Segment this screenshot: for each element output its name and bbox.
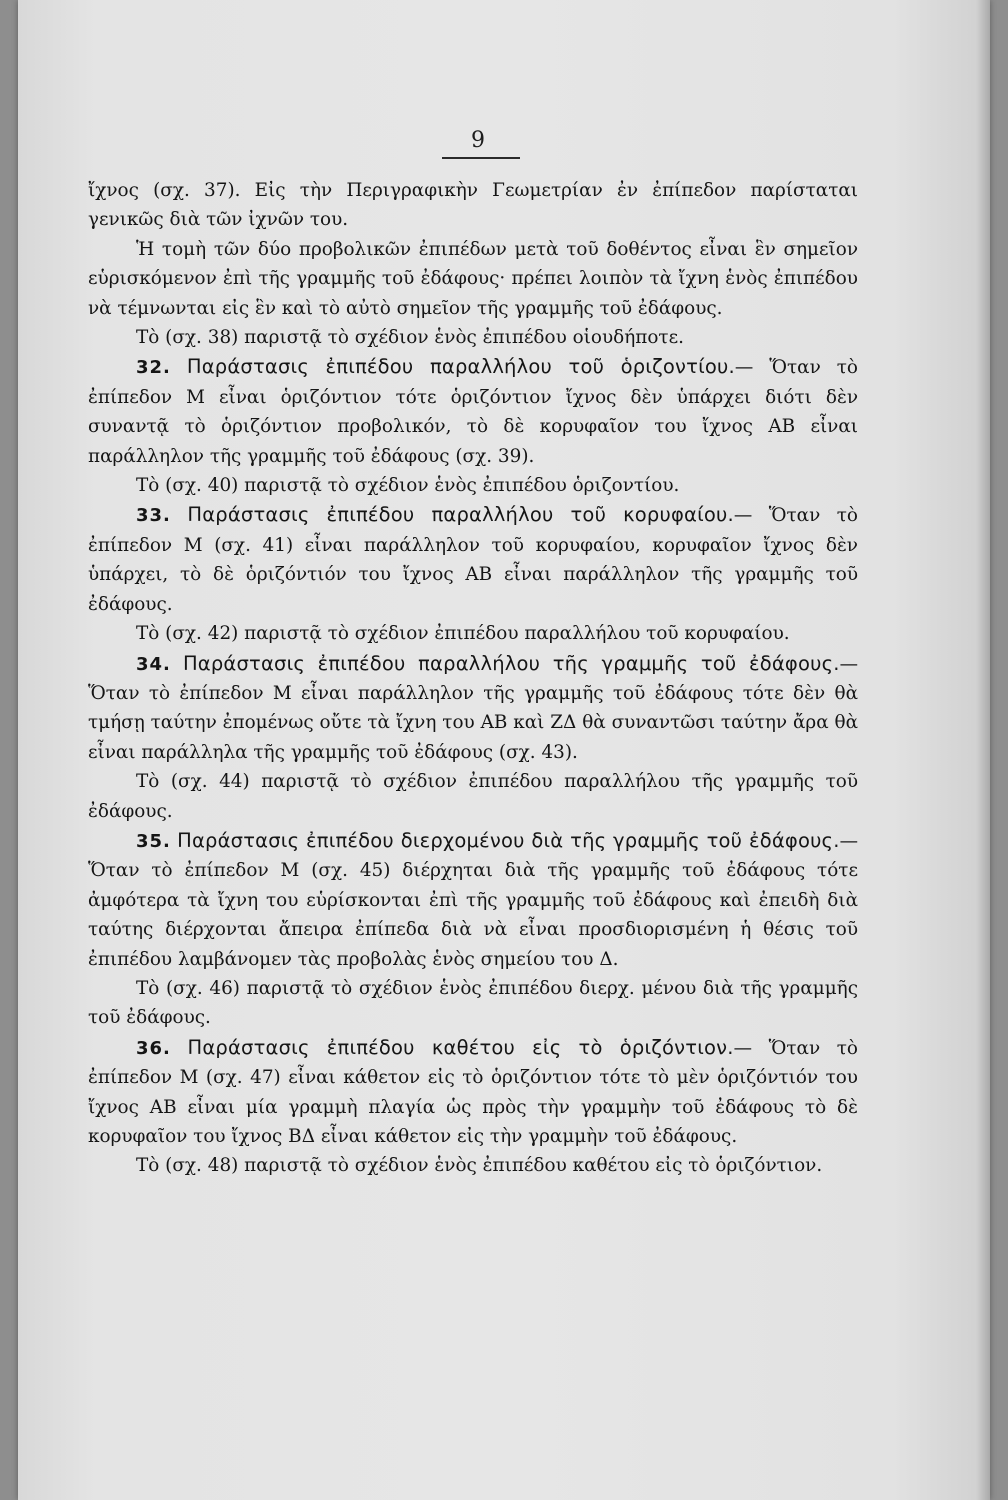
page-edge-shadow: [976, 0, 990, 1500]
page-number-rule: [442, 157, 520, 159]
section-title: Παράστασις ἐπιπέδου παραλλήλου τῆς γραμμῆς τοῦ ἐδάφους.: [182, 651, 840, 675]
paragraph-text: Τὸ (σχ. 48) παριστᾷ τὸ σχέδιον ἑνὸς ἐπιπέδου καθέτου εἰς τὸ ὁριζόντιον.: [136, 1155, 823, 1177]
section-32: [88, 352, 858, 471]
paragraph-text: Τὸ (σχ. 40) παριστᾷ τὸ σχέδιον ἑνὸς ἐπιπέδου ὁριζοντίου.: [136, 475, 680, 497]
section-title: Παράστασις ἐπιπέδου παραλλήλου τοῦ ὁριζοντίου.: [186, 355, 735, 379]
figure-reference-paragraph: [88, 619, 858, 648]
body-text: [88, 176, 858, 1181]
paragraph-continuation: [88, 176, 858, 235]
section-title: Παράστασις ἐπιπέδου παραλλήλου τοῦ κορυφαίου.: [187, 503, 734, 527]
section-text: — Ὅταν τὸ ἐπίπεδον Μ (σχ. 47) εἶναι κάθετον εἰς τὸ ὁριζόντιον τότε τὸ μὲν ὁριζόντιόν του ἴχνος ΑΒ εἶναι μία γραμμὴ πλαγία ὡς πρὸς τὴν γραμμὴν τοῦ ἐδάφους τὸ δὲ κορυφαῖον του ἴχνος ΒΔ εἶναι κάθετον εἰς τὴν γραμμὴν τοῦ ἐδάφους.: [88, 1037, 858, 1147]
page-number: 9: [471, 128, 485, 153]
paragraph-text: Ἡ τομὴ τῶν δύο προβολικῶν ἐπιπέδων μετὰ τοῦ δοθέντος εἶναι ἓν σημεῖον εὑρισκόμενον ἐπὶ τῆς γραμμῆς τοῦ ἐδάφους· πρέπει λοιπὸν τὰ ἴχνη ἑνὸς ἐπιπέδου νὰ τέμνωνται εἰς ἓν καὶ τὸ αὐτὸ σημεῖον τῆς γραμμῆς τοῦ ἐδάφους.: [88, 238, 858, 319]
figure-reference-paragraph: [88, 767, 858, 826]
section-text: — Ὅταν τὸ ἐπίπεδον Μ (σχ. 45) διέρχηται διὰ τῆς γραμμῆς τοῦ ἐδάφους τότε ἀμφότερα τὰ ἴχνη του εὑρίσκονται ἐπὶ τῆς γραμμῆς τοῦ ἐδάφους καὶ ἐπειδὴ διὰ ταύτης διέρχονται ἄπειρα ἐπίπεδα διὰ νὰ εἶναι προσδιορισμένη ἡ θέσις τοῦ ἐπιπέδου λαμβάνομεν τὰς προβολὰς ἑνὸς σημείου του Δ.: [88, 830, 858, 970]
figure-reference-paragraph: [88, 471, 858, 500]
section-36: [88, 1033, 858, 1152]
section-title: Παράστασις ἐπιπέδου διερχομένου διὰ τῆς γραμμῆς τοῦ ἐδάφους.: [177, 828, 840, 852]
section-number: 35.: [136, 830, 171, 852]
paragraph-text: Τὸ (σχ. 38) παριστᾷ τὸ σχέδιον ἑνὸς ἐπιπέδου οἱουδήποτε.: [136, 327, 684, 349]
section-33: [88, 500, 858, 619]
section-text: — Ὅταν τὸ ἐπίπεδον Μ (σχ. 41) εἶναι παράλληλον τοῦ κορυφαίου, κορυφαῖον ἴχνος δὲν ὑπάρχει, τὸ δὲ ὁριζόντιόν του ἴχνος ΑΒ εἶναι παράλληλον τῆς γραμμῆς τοῦ ἐδάφους.: [88, 505, 859, 615]
paragraph-text: Τὸ (σχ. 44) παριστᾷ τὸ σχέδιον ἐπιπέδου παραλλήλου τῆς γραμμῆς τοῦ ἐδάφους.: [88, 771, 858, 822]
figure-reference-paragraph: [88, 323, 858, 352]
figure-reference-paragraph: [88, 1151, 858, 1180]
section-34: [88, 649, 858, 768]
section-text: — Ὅταν τὸ ἐπίπεδον Μ εἶναι ὁριζόντιον τότε ὁριζόντιον ἴχνος δὲν ὑπάρχει διότι δὲν συναντᾷ τὸ ὁριζόντιον προβολικόν, τὸ δὲ κορυφαῖον του ἴχνος ΑΒ εἶναι παράλληλον τῆς γραμμῆς τοῦ ἐδάφους (σχ. 39).: [88, 357, 858, 467]
paragraph-text: Τὸ (σχ. 42) παριστᾷ τὸ σχέδιον ἐπιπέδου παραλλήλου τοῦ κορυφαίου.: [136, 623, 790, 645]
section-35: [88, 826, 858, 974]
section-number: 33.: [136, 505, 171, 527]
section-number: 36.: [136, 1037, 171, 1059]
figure-reference-paragraph: [88, 974, 858, 1033]
paragraph-text: ἴχνος (σχ. 37). Εἰς τὴν Περιγραφικὴν Γεωμετρίαν ἐν ἐπίπεδον παρίσταται γενικῶς διὰ τῶν ἰχνῶν του.: [88, 180, 858, 231]
section-number: 34.: [136, 653, 171, 675]
paragraph-text: Τὸ (σχ. 46) παριστᾷ τὸ σχέδιον ἑνὸς ἐπιπέδου διερχ. μένου διὰ τῆς γραμμῆς τοῦ ἐδάφους.: [88, 977, 858, 1029]
section-text: — Ὅταν τὸ ἐπίπεδον Μ εἶναι παράλληλον τῆς γραμμῆς τοῦ ἐδάφους τότε δὲν θὰ τμήσῃ ταύτην ἐπομένως οὔτε τὰ ἴχνη του ΑΒ καὶ ΖΔ θὰ συναντῶσι ταύτην ἄρα θὰ εἶναι παράλληλα τῆς γραμμῆς τοῦ ἐδάφους (σχ. 43).: [88, 653, 858, 763]
book-page: [18, 0, 990, 1500]
paragraph: [88, 235, 858, 323]
section-number: 32.: [136, 357, 171, 379]
section-title: Παράστασις ἐπιπέδου καθέτου εἰς τὸ ὁριζόντιον.: [187, 1035, 734, 1059]
